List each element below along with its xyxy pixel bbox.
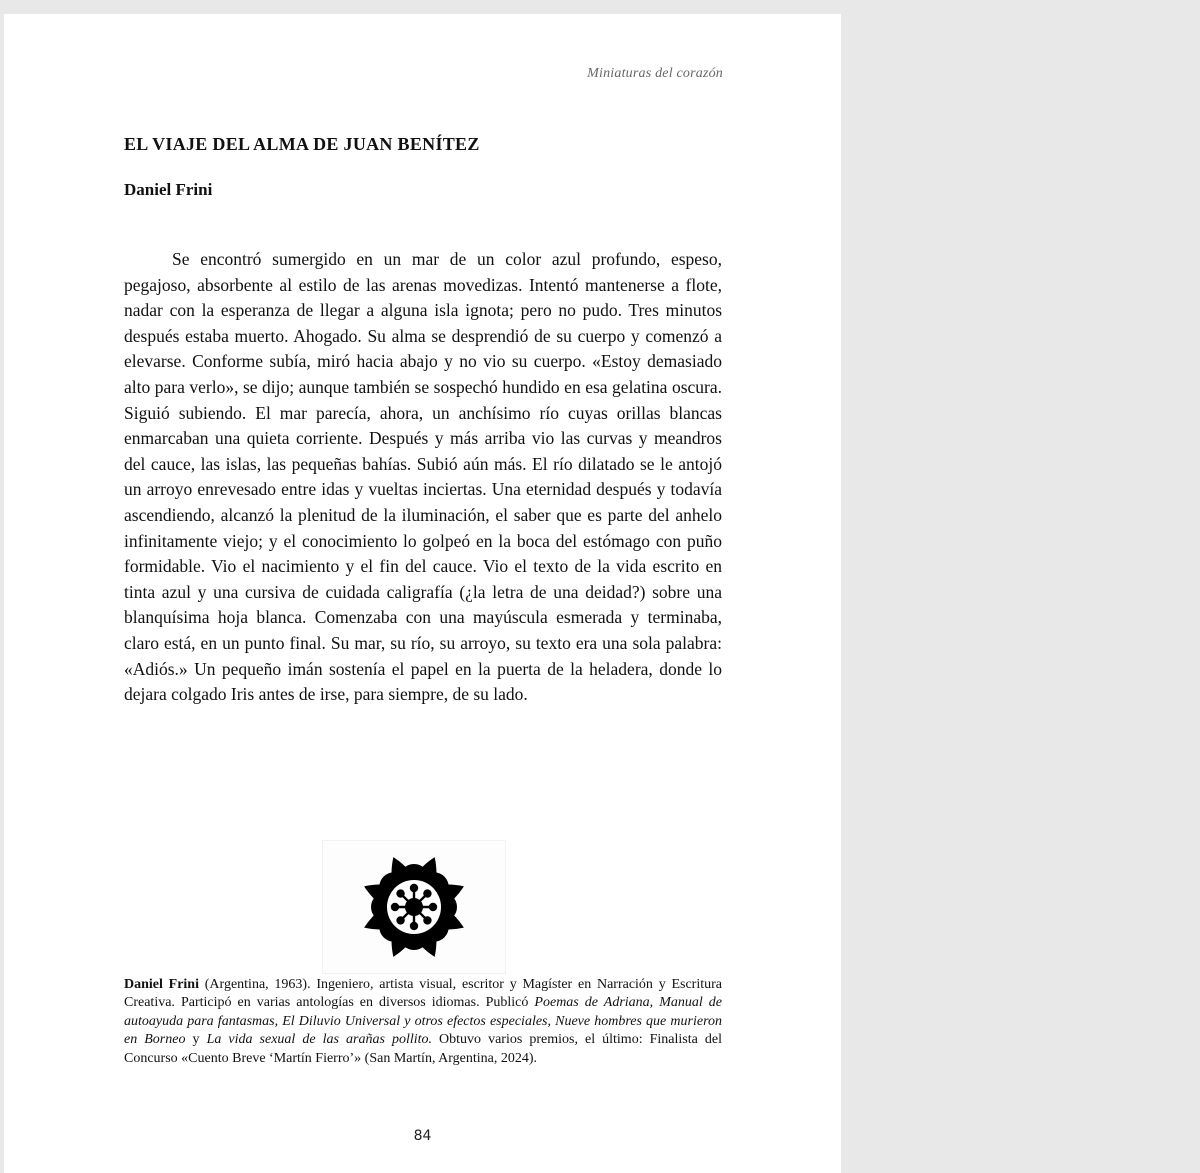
stamen-dot bbox=[410, 922, 418, 930]
bio-text-1: (Argentina, 1963). Ingeniero, artista visual, escritor y Magíster en Narración y Escritura Creativa. Participó en varias antologías en diversos idiomas. Publicó bbox=[124, 977, 722, 1011]
ornament-frame bbox=[322, 840, 506, 974]
bio-works-2: La vida sexual de las arañas pollito. bbox=[206, 1032, 432, 1048]
story-body: Se encontró sumergido en un mar de un color azul profundo, espeso, pegajoso, absorbente al estilo de las arenas movedizas. Intentó mantenerse a flote, nadar con la esperanza de llegar a alguna isla ignota; pero no pudo. Tres minutos después estaba muerto. Ahogado. Su alma se desprendió de su cuerpo y comenzó a elevarse. Conforme subía, miró hacia abajo y no vio su cuerpo. «Estoy demasiado alto para verlo», se dijo; aunque también se sospechó hundido en esa gelatina oscura. Siguió subiendo. El mar parecía, ahora, un anchísimo río cuyas orillas blancas enmarcaban una quieta corriente. Después y más arriba vio las curvas y meandros del cauce, las islas, las pequeñas bahías. Subió aún más. El río dilatado se le antojó un arroyo enrevesado entre idas y vueltas inciertas. Una eternidad después y todavía ascendiendo, alcanzó la plenitud de la iluminación, el saber que es parte del anhelo infinitamente viejo; y el conocimiento lo golpeó en la boca del estómago con puño formidable. Vio el nacimiento y el fin del cauce. Vio el texto de la vida escrito en tinta azul y una cursiva de cuidada caligrafía (¿la letra de una deidad?) sobre una blanquísima hoja blanca. Comenzaba con una mayúscula esmerada y terminaba, claro está, en un punto final. Su mar, su río, su arroyo, su texto era una sola palabra: «Adiós.» Un pequeño imán sostenía el papel en la puerta de la heladera, donde lo dejara colgado Iris antes de irse, para siempre, de su lado. bbox=[124, 249, 722, 705]
stamen-dot bbox=[429, 903, 437, 911]
stamen-dot bbox=[391, 903, 399, 911]
stamen-dot bbox=[396, 889, 404, 897]
bio-text-3: Obtuvo varios premios, el último: Finalista del Concurso «Cuento Breve ‘Martín Fierro’» (San Martín, Argentina, 2024). bbox=[124, 1032, 722, 1066]
stamen-dot bbox=[423, 916, 431, 924]
story-title: EL VIAJE DEL ALMA DE JUAN BENÍTEZ bbox=[124, 134, 480, 154]
bio-author-name: Daniel Frini bbox=[124, 977, 199, 992]
stamen-dot bbox=[396, 916, 404, 924]
page-number: 84 bbox=[413, 1128, 432, 1144]
story-author: Daniel Frini bbox=[124, 180, 213, 199]
flower-ornament-icon bbox=[358, 851, 470, 963]
bio-works-1: Poemas de Adriana, Manual de autoayuda para fantasmas, El Diluvio Universal y otros efectos especiales, Nueve hombres que murieron en Borneo bbox=[124, 995, 722, 1048]
flower-center bbox=[405, 898, 423, 916]
bio-text-2: y bbox=[185, 1032, 207, 1048]
stamen-dot bbox=[410, 884, 418, 892]
running-header: Miniaturas del corazón bbox=[587, 66, 723, 81]
stamen-dot bbox=[423, 889, 431, 897]
book-page bbox=[4, 14, 841, 1173]
author-bio bbox=[124, 976, 722, 1068]
